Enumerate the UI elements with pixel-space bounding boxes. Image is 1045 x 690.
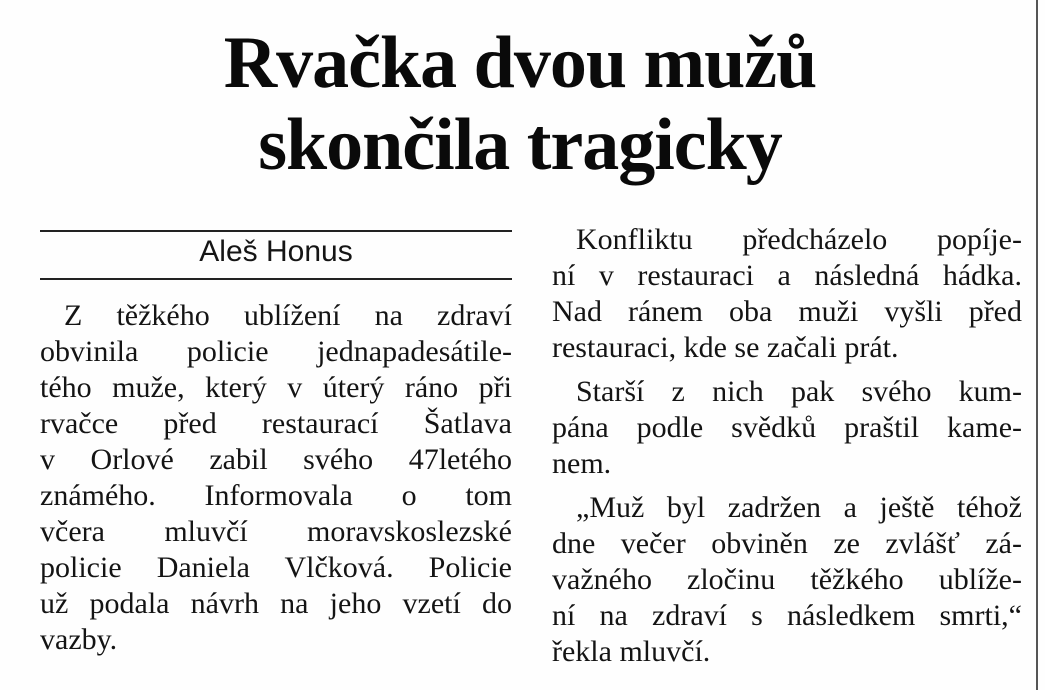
headline-line-1: Rvačka dvou mužů <box>223 22 817 104</box>
text-line: važného zločinu těžkého ublíže- <box>552 563 1022 596</box>
right-column <box>552 222 1022 670</box>
right-paragraph-3 <box>552 490 1022 670</box>
headline-line-2: skončila tragicky <box>258 104 782 186</box>
text-line: obvinila policie jednapadesátile- <box>40 335 512 368</box>
left-column <box>40 298 512 658</box>
text-line: už podala návrh na jeho vzetí do <box>40 587 512 620</box>
text-line: v Orlové zabil svého 47letého <box>40 443 512 476</box>
text-line: pána podle svědků praštil kame- <box>552 411 1022 444</box>
author-byline: Aleš Honus <box>199 235 353 268</box>
text-line: vazby. <box>40 623 118 656</box>
text-line: ní na zdraví s následkem smrti,“ <box>552 599 1022 632</box>
text-line: tého muže, který v úterý ráno při <box>40 371 512 404</box>
text-line: rvačce před restaurací Šatlava <box>40 407 512 440</box>
text-line: Konfliktu předcházelo popíje- <box>576 223 1022 256</box>
right-paragraph-2 <box>552 374 1022 482</box>
text-line: známého. Informovala o tom <box>40 479 512 512</box>
text-line: řekla mluvčí. <box>552 635 711 668</box>
text-line: ní v restauraci a následná hádka. <box>552 259 1022 292</box>
text-line: včera mluvčí moravskoslezské <box>40 515 512 548</box>
text-line: nem. <box>552 447 612 480</box>
article-headline <box>40 22 1000 186</box>
author-rule-bottom <box>40 278 512 280</box>
scan-edge-line <box>1036 0 1038 690</box>
text-line: Z těžkého ublížení na zdraví <box>64 299 512 332</box>
text-line: dne večer obviněn ze zvlášť zá- <box>552 527 1022 560</box>
right-paragraph-1 <box>552 222 1022 366</box>
text-line: policie Daniela Vlčková. Policie <box>40 551 512 584</box>
left-paragraph-1 <box>40 298 512 658</box>
text-line: Nad ránem oba muži vyšli před <box>552 295 1022 328</box>
text-line: restauraci, kde se začali prát. <box>552 331 899 364</box>
text-line: „Muž byl zadržen a ještě téhož <box>576 491 1022 524</box>
text-line: Starší z nich pak svého kum- <box>576 375 1022 408</box>
